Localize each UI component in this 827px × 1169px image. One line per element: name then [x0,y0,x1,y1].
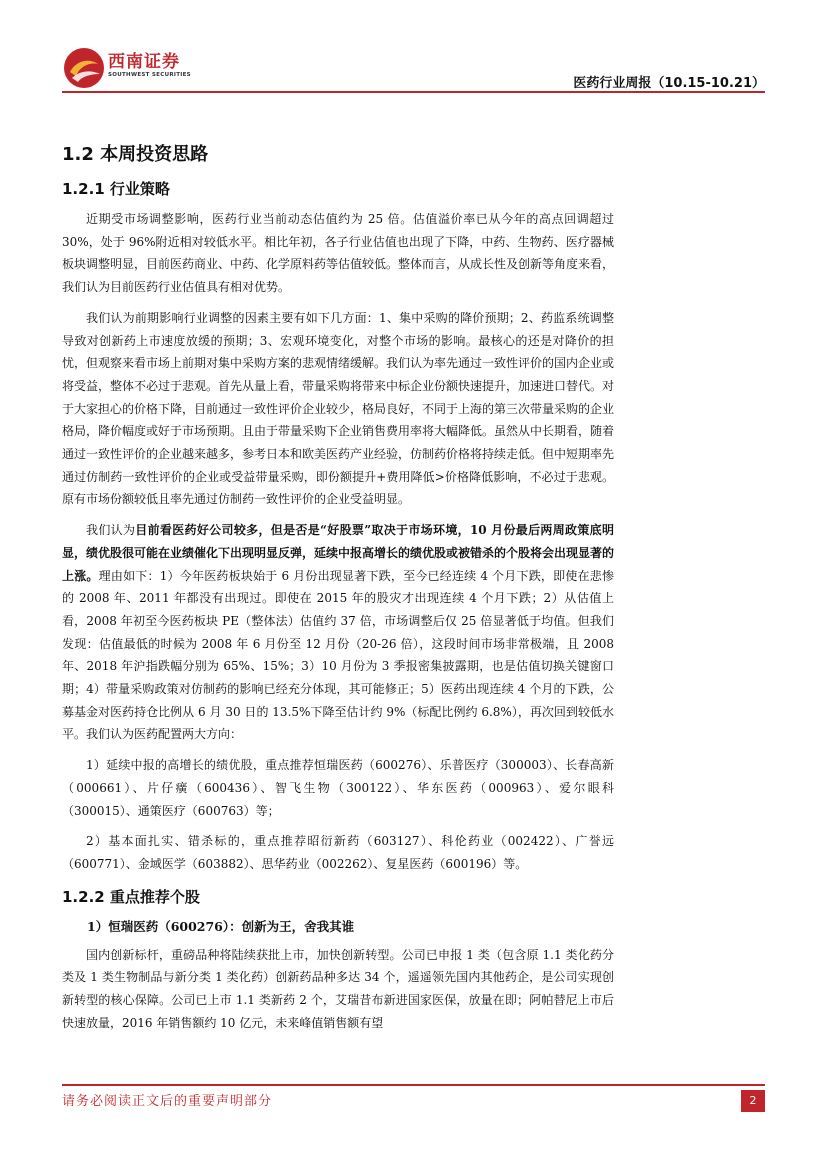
page-header [0,0,827,95]
subsection-title-key-stocks: 1.2.2 重点推荐个股 [62,887,200,906]
direction-2: 2）基本面扎实、错杀标的，重点推荐昭衍新药（603127）、科伦药业（002422）、广誉远（600771）、金域医学（603882）、思华药业（002262）、复星医药（600196）等。 [62,834,614,871]
footer-disclaimer: 请务必阅读正文后的重要声明部分 [62,1094,273,1109]
paragraph-reasons: 理由如下：1）今年医药板块始于 6 月份出现显著下跌，至今已经连续 4 个月下跌，即使在悲惨的 2008 年、2011 年都没有出现过。即使在 2015 年的股灾才出现连续 4 个月下跌；2）从估值上看，2008 年初至今医药板块 PE（整体法）估值约 37 倍，市场调整后仅 25 倍显著低于均值。但我们发现：估值最低的时候为 2008 年 6 月份至 12 月份（20-26 倍），这段时间市场非常极端，且 2008 年、2018 年沪指跌幅分别为 65%、15%；3）10 月份为 3 季报密集披露期，也是估值切换关键窗口期；4）带量采购政策对仿制药的影响已经充分体现，其可能修正；5）医药出现连续 4 个月的下跌，公募基金对医药持仓比例从 6 月 30 日的 13.5%下降至估计约 9%（标配比例约 6.8%），再次回到较低水平。我们认为医药配置两大方向： [62,568,614,742]
header-divider [62,91,765,93]
stock-paragraph: 国内创新标杆，重磅品种将陆续获批上市，加快创新转型。公司已申报 1 类（包含原 1.1 类化药分类及 1 类生物制品与新分类 1 类化药）创新药品种多达 34 个，遥遥领先国内其他药企，是公司实现创新转型的核心保障。公司已上市 1.1 类新药 2 个，艾瑞昔布新进国家医保，放量在即；阿帕替尼上市后快速放量，2016 年销售额约 10 亿元，未来峰值销售额有望 [62,947,614,1030]
logo-english-name: SOUTHWEST SECURITIES [108,72,191,78]
direction-1: 1）延续中报的高增长的绩优股，重点推荐恒瑞医药（600276）、乐普医疗（300003）、长春高新（000661）、片仔癀（600436）、智飞生物（300122）、华东医药（000963）、爱尔眼科（300015）、通策医疗（600763）等； [62,758,614,818]
stock-title: 1）恒瑞医药（600276）：创新为王，舍我其谁 [87,918,355,934]
section-title: 1.2 本周投资思路 [62,144,209,165]
paragraph-investment-view [62,519,614,746]
report-title: 医药行业周报（10.15-10.21） [573,76,765,91]
paragraph-lead: 我们认为 [86,523,136,538]
logo-text [108,53,191,79]
page-number: 2 [741,1090,765,1112]
paragraph-adjustment-factors: 我们认为前期影响行业调整的因素主要有如下几方面：1、集中采购的降价预期；2、药监系统调整导致对创新药上市速度放缓的预期；3、宏观环境变化，对整个市场的影响。最核心的还是对降价的担忧，但观察来看市场上前期对集中采购方案的悲观情绪缓解。我们认为率先通过一致性评价的国内企业或将受益，整体不必过于悲观。首先从量上看，带量采购将带来中标企业份额快速提升，加速进口替代。对于大家担心的价格下降，目前通过一致性评价企业较少，格局良好，不同于上海的第三次带量采购的企业格局，降价幅度或好于市场预期。且由于带量采购下企业销售费用率将大幅降低。虽然从中长期看，随着通过一致性评价的企业越来越多，参考日本和欧美医药产业经验，仿制药价格将持续走低。但中短期率先通过仿制药一致性评价的企业或受益带量采购，即份额提升+费用降低>价格降低影响，不必过于悲观。原有市场份额较低且率先通过仿制药一致性评价的企业受益明显。 [62,310,615,507]
main-content [62,140,614,1035]
paragraph-valuation: 近期受市场调整影响，医药行业当前动态估值约为 25 倍。估值溢价率已从今年的高点回调超过 30%，处于 96%附近相对较低水平。相比年初，各子行业估值也出现了下降，中药、生物药、医疗器械板块调整明显，目前医药商业、中药、化学原料药等估值较低。整体而言，从成长性及创新等角度来看，我们认为目前医药行业估值具有相对优势。 [62,212,615,295]
paragraph-highlight: 目前看医药好公司较多，但是否是“好股票”取决于市场环境，10 月份最后两周政策底明显，绩优股很可能在业绩催化下出现明显反弹，延续中报高增长的绩优股或被错杀的个股将会出现显著的上涨。 [62,523,615,583]
footer-divider [62,1084,765,1086]
subsection-title-strategy: 1.2.1 行业策略 [62,180,170,198]
company-logo-icon [62,46,106,90]
logo-chinese-name: 西南证券 [108,52,180,72]
